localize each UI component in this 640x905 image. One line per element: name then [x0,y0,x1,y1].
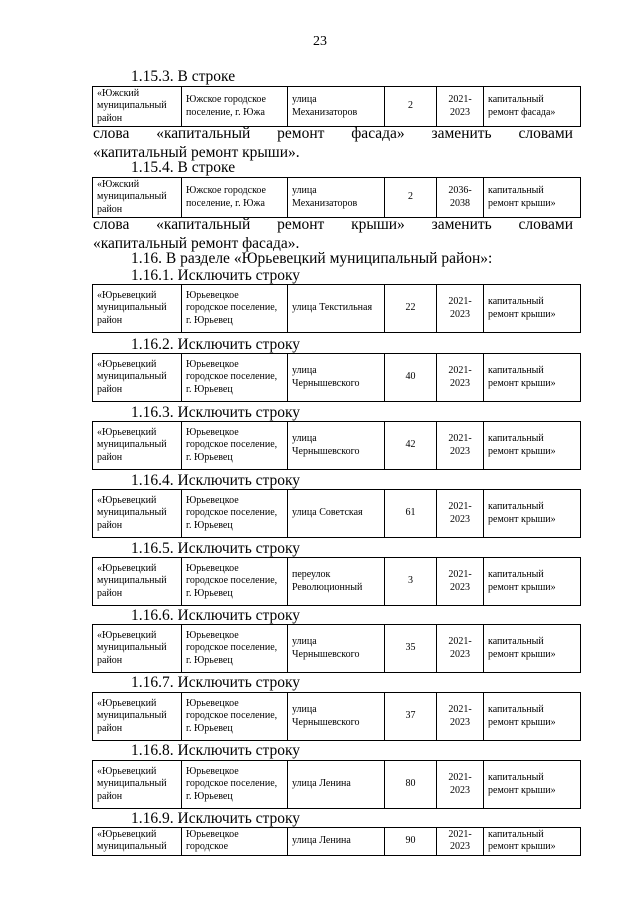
house-cell: 2 [385,178,437,218]
clause-heading: 1.16.8. Исключить строку [131,742,301,759]
house-cell: 3 [385,558,437,606]
clause-heading: 1.16.7. Исключить строку [131,674,301,691]
amendment-table [92,86,581,127]
house-cell: 61 [385,490,437,538]
amendment-table [92,284,581,333]
district-cell: «Юрьевецкий муниципальный район [93,761,182,809]
work-cell: капитальный ремонт крыши» [484,558,581,606]
work-cell: капитальный ремонт крыши» [484,422,581,470]
word: слова [93,125,130,142]
clause-heading: 1.16.5. Исключить строку [131,540,301,557]
settlement-cell: Юрьевецкое городское поселение, г. Юрьевец [182,285,288,333]
district-cell: «Юрьевецкий муниципальный район [93,354,182,402]
work-cell: капитальный ремонт крыши» [484,490,581,538]
clause-heading: 1.16.6. Исключить строку [131,607,301,624]
work-cell: капитальный ремонт крыши» [484,285,581,333]
district-cell: «Юрьевецкий муниципальный район [93,558,182,606]
house-cell: 37 [385,693,437,741]
work-cell: капитальный ремонт крыши» [484,178,581,218]
table-row [93,490,581,538]
amendment-table [92,353,581,402]
table-row [93,422,581,470]
district-cell: «Юрьевецкий муниципальный район [93,490,182,538]
table-row [93,285,581,333]
house-cell: 90 [385,828,437,856]
work-cell: капитальный ремонт крыши» [484,693,581,741]
section-heading: 1.16. В разделе «Юрьевецкий муниципальный район»: [131,250,493,267]
settlement-cell: Юрьевецкое городское поселение, г. Юрьевец [182,761,288,809]
period-cell: 2021-2023 [437,490,484,538]
amendment-table [92,624,581,673]
word: словами [518,216,573,233]
settlement-cell: Юрьевецкое городское поселение, г. Юрьевец [182,354,288,402]
settlement-cell: Юрьевецкое городское поселение, г. Юрьевец [182,422,288,470]
period-cell: 2021-2023 [437,354,484,402]
period-cell: 2021-2023 [437,285,484,333]
table-row [93,693,581,741]
word: словами [518,125,573,142]
district-cell: «Южский муниципальный район [93,87,182,127]
word: ремонт [277,125,325,142]
house-cell: 42 [385,422,437,470]
street-cell: улица Чернышевского [288,625,385,673]
word: ремонт [277,216,325,233]
work-cell: капитальный ремонт крыши» [484,761,581,809]
table-row [93,761,581,809]
period-cell: 2021-2023 [437,87,484,127]
table-row [93,87,581,127]
settlement-cell: Южское городское поселение, г. Южа [182,178,288,218]
period-cell: 2021-2023 [437,625,484,673]
house-cell: 2 [385,87,437,127]
street-cell: улица Ленина [288,761,385,809]
table-row [93,828,581,856]
street-cell: улица Текстильная [288,285,385,333]
house-cell: 22 [385,285,437,333]
street-cell: улица Чернышевского [288,422,385,470]
word: крыши» [351,216,405,233]
district-cell: «Юрьевецкий муниципальный район [93,625,182,673]
word: слова [93,216,130,233]
house-cell: 80 [385,761,437,809]
period-cell: 2036-2038 [437,178,484,218]
clause-heading: 1.16.4. Исключить строку [131,472,301,489]
page-number: 23 [313,34,327,49]
district-cell: «Юрьевецкий муниципальный район [93,285,182,333]
street-cell: улица Ленина [288,828,385,856]
word: «капитальный [156,216,251,233]
clause-heading: 1.16.2. Исключить строку [131,336,301,353]
house-cell: 40 [385,354,437,402]
district-cell: «Юрьевецкий муниципальный район [93,422,182,470]
amendment-table [92,177,581,218]
district-cell: «Южский муниципальный район [93,178,182,218]
period-cell: 2021-2023 [437,693,484,741]
paragraph-line: «капитальный ремонт крыши». [93,144,300,161]
amendment-table [92,421,581,470]
street-cell: улица Советская [288,490,385,538]
table-row [93,558,581,606]
street-cell: улица Механизаторов [288,87,385,127]
settlement-cell: Юрьевецкое городское [182,828,288,856]
settlement-cell: Юрьевецкое городское поселение, г. Юрьевец [182,490,288,538]
period-cell: 2021-2023 [437,422,484,470]
table-row [93,178,581,218]
amendment-table [92,692,581,741]
clause-heading: 1.16.9. Исключить строку [131,810,301,827]
settlement-cell: Юрьевецкое городское поселение, г. Юрьевец [182,693,288,741]
district-cell: «Юрьевецкий муниципальный район [93,693,182,741]
street-cell: улица Механизаторов [288,178,385,218]
clause-heading: 1.15.4. В строке [131,159,236,176]
settlement-cell: Юрьевецкое городское поселение, г. Юрьевец [182,625,288,673]
street-cell: переулок Революционный [288,558,385,606]
amendment-table [92,760,581,809]
house-cell: 35 [385,625,437,673]
work-cell: капитальный ремонт крыши» [484,828,581,856]
street-cell: улица Чернышевского [288,693,385,741]
amendment-table [92,489,581,538]
word: заменить [431,216,492,233]
clause-heading: 1.15.3. В строке [131,68,236,85]
district-cell: «Юрьевецкий муниципальный [93,828,182,856]
paragraph [93,124,573,162]
work-cell: капитальный ремонт фасада» [484,87,581,127]
word: «капитальный [156,125,251,142]
word: фасада» [351,125,405,142]
period-cell: 2021-2023 [437,558,484,606]
paragraph [93,215,573,253]
clause-heading: 1.16.1. Исключить строку [131,267,301,284]
settlement-cell: Южское городское поселение, г. Южа [182,87,288,127]
amendment-table [92,827,581,856]
clause-heading: 1.16.3. Исключить строку [131,404,301,421]
period-cell: 2021-2023 [437,828,484,856]
street-cell: улица Чернышевского [288,354,385,402]
table-row [93,625,581,673]
amendment-table [92,557,581,606]
work-cell: капитальный ремонт крыши» [484,354,581,402]
word: заменить [431,125,492,142]
paragraph-line: «капитальный ремонт фасада». [93,235,300,252]
work-cell: капитальный ремонт крыши» [484,625,581,673]
table-row [93,354,581,402]
period-cell: 2021-2023 [437,761,484,809]
settlement-cell: Юрьевецкое городское поселение, г. Юрьевец [182,558,288,606]
